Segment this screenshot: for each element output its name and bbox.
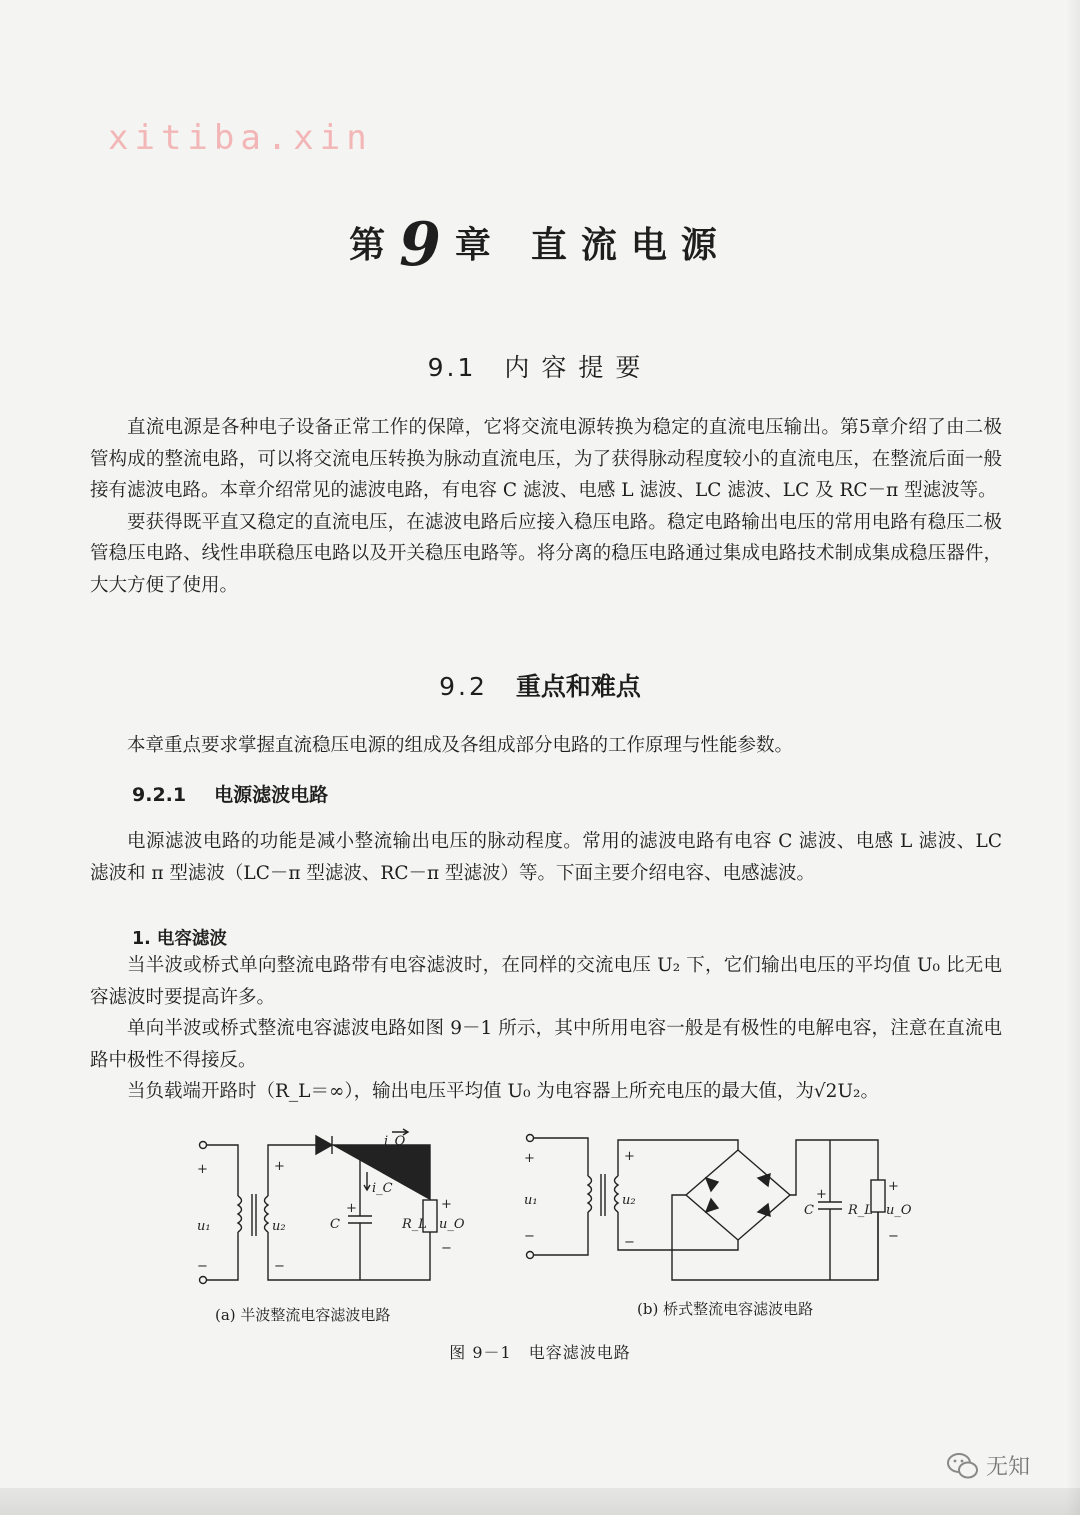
label-plus: + bbox=[346, 1201, 357, 1216]
circuit-b bbox=[527, 1135, 886, 1281]
circuit-b-labels bbox=[524, 1149, 912, 1250]
label-minus: − bbox=[624, 1235, 635, 1250]
circuit-a bbox=[200, 1129, 438, 1284]
section-number: 9.1 bbox=[427, 353, 477, 382]
paragraph: 要获得既平直又稳定的直流电压，在滤波电路后应接入稳压电路。稳定电路输出电压的常用电路有稳压二极管稳压电路、线性串联稳压电路以及开关稳压电路等。将分离的稳压电路通过集成电路技术制成集成稳压器件，大大方便了使用。 bbox=[90, 511, 1002, 596]
chapter-suffix: 章 bbox=[454, 224, 493, 266]
section1-body bbox=[90, 412, 1002, 601]
label-c: C bbox=[330, 1217, 340, 1232]
paragraph: 当负载端开路时（R_L＝∞），输出电压平均值 U₀ 为电容器上所充电压的最大值，为√2U₂。 bbox=[127, 1081, 879, 1102]
subsection-number: 9.2.1 bbox=[132, 784, 187, 806]
label-uo: u_O bbox=[439, 1217, 465, 1232]
wechat-icon bbox=[946, 1451, 980, 1481]
label-plus: + bbox=[888, 1179, 899, 1194]
paragraph: 当半波或桥式单向整流电路带有电容滤波时，在同样的交流电压 U₂ 下，它们输出电压的平均值 U₀ 比无电容滤波时要提高许多。 bbox=[90, 955, 1002, 1008]
circuit-diagram bbox=[0, 1120, 1080, 1300]
chapter-title bbox=[0, 210, 1080, 280]
paragraph: 电源滤波电路的功能是减小整流输出电压的脉动程度。常用的滤波电路有电容 C 滤波、电感 L 滤波、LC 滤波和 π 型滤波（LC－π 型滤波、RC－π 型滤波）等。下面主要介绍电容、电感滤波。 bbox=[90, 831, 1002, 884]
subsection-body bbox=[90, 826, 1002, 889]
label-minus: − bbox=[524, 1229, 535, 1244]
caption-a: (a) 半波整流电容滤波电路 bbox=[215, 1306, 391, 1324]
paragraph: 直流电源是各种电子设备正常工作的保障，它将交流电源转换为稳定的直流电压输出。第5章介绍了由二极管构成的整流电路，可以将交流电压转换为脉动直流电压，为了获得脉动程度较小的直流电压，在整流后面一般接有滤波电路。本章介绍常见的滤波电路，有电容 C 滤波、电感 L 滤波、LC 滤波、LC 及 RC－π 型滤波等。 bbox=[90, 417, 1002, 501]
label-io: i_O bbox=[384, 1134, 406, 1149]
label-minus: − bbox=[274, 1259, 285, 1274]
label-u2: u₂ bbox=[622, 1193, 636, 1208]
label-ic: i_C bbox=[372, 1181, 393, 1196]
section-number: 9.2 bbox=[439, 672, 488, 701]
subsection-title bbox=[132, 780, 328, 807]
label-plus: + bbox=[624, 1149, 635, 1164]
chapter-name: 直流电源 bbox=[530, 224, 731, 266]
label-c: C bbox=[804, 1203, 814, 1218]
label-u2: u₂ bbox=[272, 1219, 286, 1234]
label-uo: u_O bbox=[886, 1203, 912, 1218]
label-plus: + bbox=[816, 1187, 827, 1202]
label-plus: + bbox=[441, 1197, 452, 1212]
watermark: xitiba.xin bbox=[108, 118, 373, 158]
label-plus: + bbox=[274, 1159, 285, 1174]
section-name: 重点和难点 bbox=[515, 672, 641, 701]
section-title-9-2 bbox=[0, 667, 1080, 703]
subsection-name: 电源滤波电路 bbox=[214, 784, 329, 806]
subheading: 1. 电容滤波 bbox=[132, 929, 227, 949]
label-u1: u₁ bbox=[524, 1193, 538, 1208]
label-plus: + bbox=[524, 1151, 535, 1166]
chapter-number: 9 bbox=[399, 210, 443, 280]
paragraph: 本章重点要求掌握直流稳压电源的组成及各组成部分电路的工作原理与性能参数。 bbox=[127, 735, 794, 756]
caption-b: (b) 桥式整流电容滤波电路 bbox=[637, 1300, 814, 1318]
label-minus: − bbox=[197, 1259, 208, 1274]
wechat-logo bbox=[946, 1450, 1030, 1481]
section-name: 内容提要 bbox=[504, 353, 653, 382]
label-plus: + bbox=[197, 1162, 208, 1177]
paragraph: 单向半波或桥式整流电容滤波电路如图 9－1 所示，其中所用电容一般是有极性的电解电容，注意在直流电路中极性不得接反。 bbox=[90, 1018, 1002, 1071]
scan-edge bbox=[0, 1488, 1080, 1515]
label-minus: − bbox=[441, 1241, 452, 1256]
label-u1: u₁ bbox=[197, 1219, 211, 1234]
figure-caption: 图 9－1 电容滤波电路 bbox=[449, 1343, 631, 1362]
capacitor-body bbox=[90, 950, 1002, 1108]
section-title-9-1 bbox=[0, 348, 1080, 384]
section2-intro bbox=[90, 730, 1002, 762]
label-rl: R_L bbox=[848, 1203, 873, 1218]
label-rl: R_L bbox=[402, 1217, 427, 1232]
label-minus: − bbox=[888, 1229, 899, 1244]
chapter-prefix: 第 bbox=[349, 224, 388, 266]
logo-text: 无知 bbox=[986, 1455, 1031, 1480]
